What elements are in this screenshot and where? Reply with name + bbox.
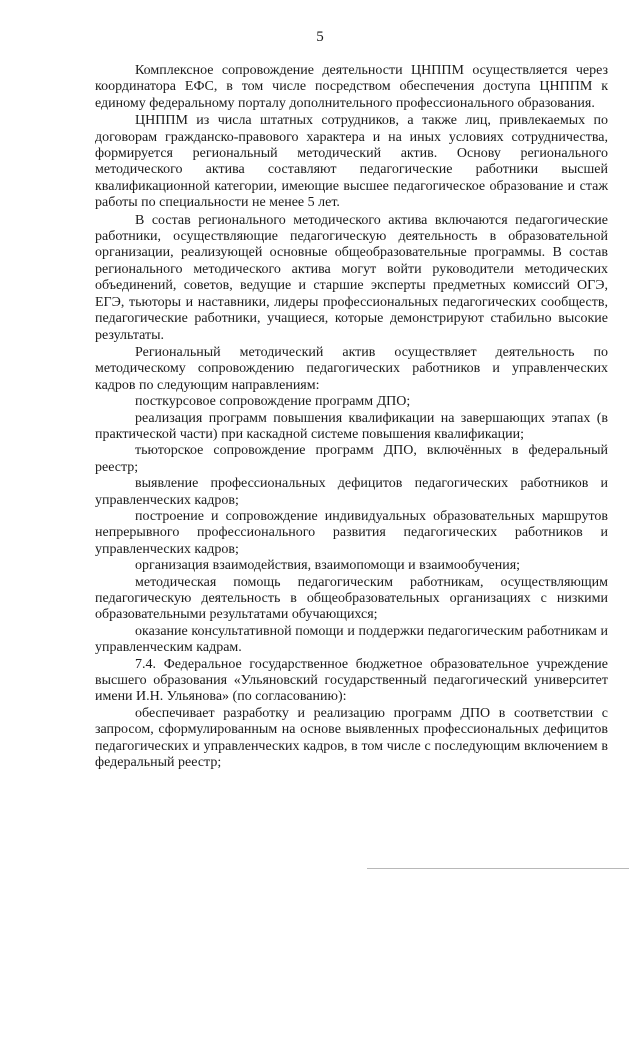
document-body — [95, 63, 608, 771]
list-item-interaction: организация взаимодействия, взаимопомощи и взаимообучения; — [135, 558, 521, 574]
list-item-consulting: оказание консультативной помощи и поддержки педагогическим работникам и управленческим кадрам. — [95, 623, 608, 656]
paragraph-asset-activities: Региональный методический актив осуществляет деятельность по методическому сопровождению педагогических работников и управленческих кадров по следующим направлениям: — [95, 344, 608, 393]
list-item-methodical-help: методическая помощь педагогическим работникам, осуществляющим педагогическую деятельность в общеобразовательных организациях с низкими образовательными результатами обучающихся; — [95, 574, 608, 623]
section-7-4-heading: 7.4. Федеральное государственное бюджетное образовательное учреждение высшего образования «Ульяновский государственный педагогический университет имени И.Н. Ульянова» (по согласованию): — [95, 656, 608, 705]
list-item-tutor-support: тьюторское сопровождение программ ДПО, включённых в федеральный реестр; — [95, 443, 608, 475]
paragraph-efs-coordination: Комплексное сопровождение деятельности ЦНППМ осуществляется через координатора ЕФС, в том числе посредством обеспечения доступа ЦНППМ к единому федеральному порталу дополнительного профессионального образования. — [95, 63, 608, 111]
page-number: 5 — [316, 29, 324, 45]
list-item-postcourse-support: посткурсовое сопровождение программ ДПО; — [135, 394, 411, 410]
list-item-individual-routes: построение и сопровождение индивидуальных образовательных маршрутов непрерывного профессионального развития педагогических работников и управленческих кадров; — [95, 508, 608, 557]
list-item-deficit-identification: выявление профессиональных дефицитов педагогических работников и управленческих кадров; — [95, 476, 608, 508]
paragraph-methodical-asset: ЦНППМ из числа штатных сотрудников, а также лиц, привлекаемых по договорам гражданско-правового характера и на иных условиях сотрудничества, формируется региональный методический актив. Основу регионального методического актива составляют педагогические работники высшей квалификационной категории, имеющие высшее педагогическое образование и стаж работы по специальности не менее 5 лет. — [95, 113, 608, 211]
paragraph-dpo-development: обеспечивает разработку и реализацию программ ДПО в соответствии с запросом, сформулированным на основе выявленных профессиональных дефицитов педагогических и управленческих кадров, в том числе с последующим включением в федеральный реестр; — [95, 705, 608, 771]
list-item-cascade-training: реализация программ повышения квалификации на завершающих этапах (в практической части) при каскадной системе повышения квалификации; — [95, 410, 608, 442]
scan-artifact-line — [367, 868, 629, 869]
paragraph-asset-composition: В состав регионального методического актива включаются педагогические работники, осуществляющие педагогическую деятельность в образовательной организации, реализующей основные общеобразовательные программы. В состав регионального методического актива могут войти руководители методических объединений, советов, ведущие и старшие эксперты предметных комиссий ОГЭ, ЕГЭ, тьюторы и наставники, лидеры профессиональных педагогических сообществ, педагогические работники, учащиеся, которые демонстрируют стабильно высокие результаты. — [95, 212, 608, 343]
